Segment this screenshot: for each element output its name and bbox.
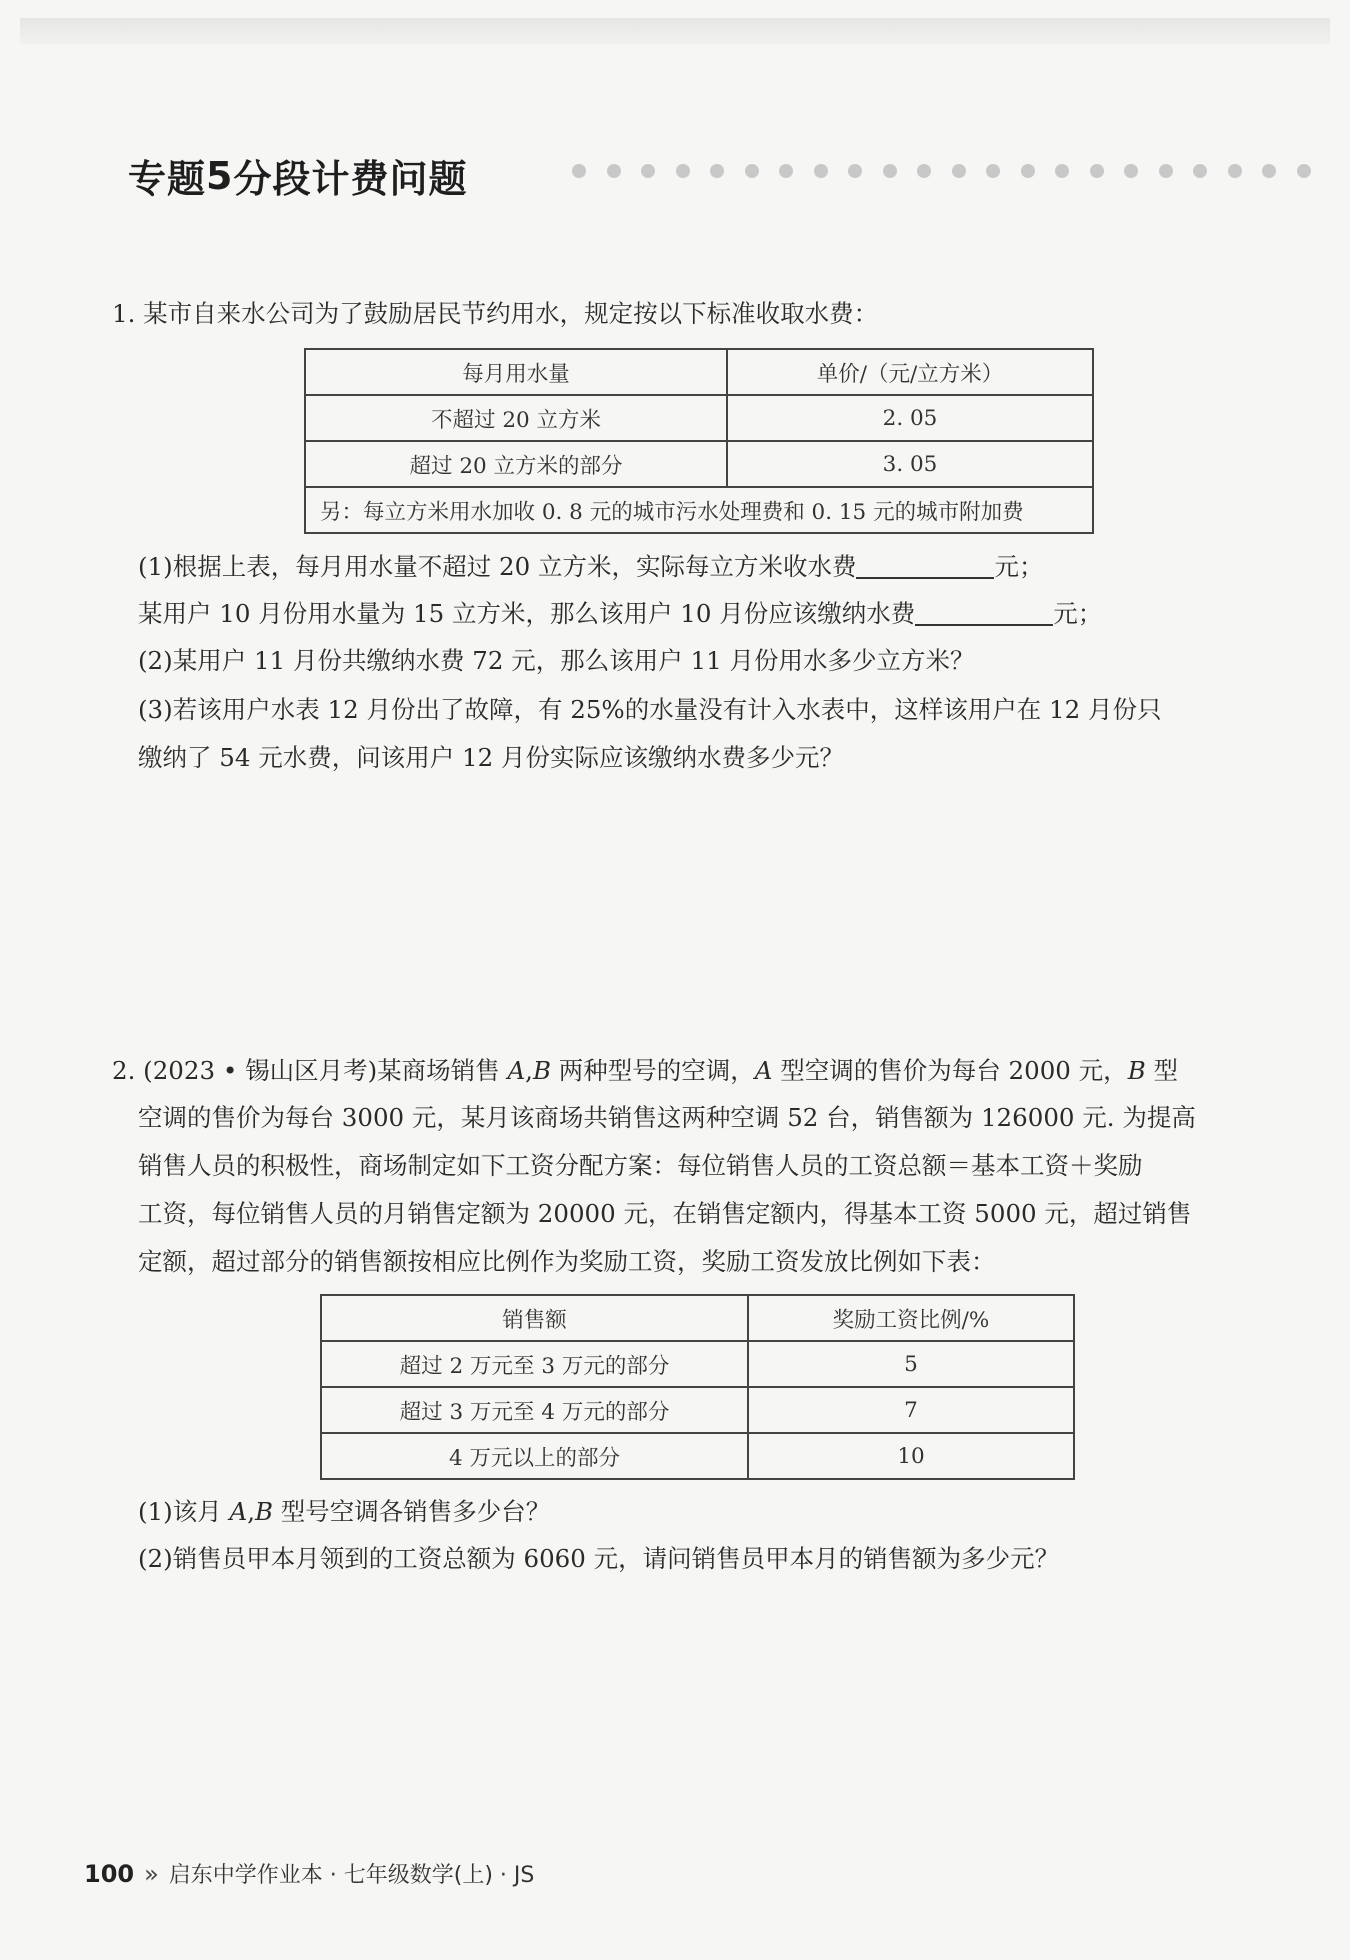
footer-book-title: 启东中学作业本 · 七年级数学(上) · JS (168, 1863, 535, 1888)
leader-dot (814, 164, 828, 178)
table-cell: 超过 2 万元至 3 万元的部分 (321, 1341, 748, 1387)
leader-dot (572, 164, 586, 178)
leader-dot (1159, 164, 1173, 178)
table-row (321, 1341, 1074, 1387)
leader-dot (779, 164, 793, 178)
var-b: B (1127, 1056, 1146, 1085)
table-cell: 4 万元以上的部分 (321, 1433, 748, 1479)
chevron-right-icon: » (144, 1859, 159, 1888)
table-cell: 超过 3 万元至 4 万元的部分 (321, 1387, 748, 1433)
q2-part2: (2)销售员甲本月领到的工资总额为 6060 元，请问销售员甲本月的销售额为多少元？ (138, 1544, 1060, 1573)
table-row (305, 395, 1093, 441)
q2-line1-text: 型 (1145, 1056, 1178, 1085)
q1-part1b-text: 某用户 10 月份用水量为 15 立方米，那么该用户 10 月份应该缴纳水费 (138, 599, 916, 628)
q1-part1a-text: (1)根据上表，每月用水量不超过 20 立方米，实际每立方米收水费 (138, 552, 857, 581)
leader-dot (917, 164, 931, 178)
title-main: 分段计费问题 (233, 157, 468, 201)
leader-dot (1090, 164, 1104, 178)
title-prefix: 专题 (128, 157, 207, 201)
top-scan-band (20, 18, 1330, 44)
var-b: B (255, 1497, 274, 1526)
comma: , (247, 1497, 255, 1526)
q2-line1 (112, 1047, 1178, 1094)
leader-dot (641, 164, 655, 178)
q2-line1-text: 两种型号的空调， (550, 1056, 755, 1085)
water-price-table (304, 348, 1094, 534)
answer-blank[interactable] (856, 547, 994, 579)
q2-line1-text: 型空调的售价为每台 2000 元， (772, 1056, 1128, 1085)
title-number: 5 (206, 153, 234, 198)
table-cell: 10 (748, 1433, 1074, 1479)
table-row (305, 487, 1093, 533)
table-cell: 超过 20 立方米的部分 (305, 441, 727, 487)
title-dot-leader (572, 164, 1331, 178)
table-cell: 5 (748, 1341, 1074, 1387)
leader-dot (607, 164, 621, 178)
leader-dot (1124, 164, 1138, 178)
section-title (128, 148, 467, 203)
var-a: A (507, 1056, 526, 1085)
q2-line2: 空调的售价为每台 3000 元，某月该商场共销售这两种空调 52 台，销售额为 126000 元. 为提高 (138, 1103, 1196, 1132)
leader-dot (676, 164, 690, 178)
q2-line5: 定额，超过部分的销售额按相应比例作为奖励工资，奖励工资发放比例如下表： (138, 1247, 996, 1276)
leader-dot (848, 164, 862, 178)
q2-line3: 销售人员的积极性，商场制定如下工资分配方案：每位销售人员的工资总额＝基本工资＋奖励 (138, 1151, 1143, 1180)
table-note: 另：每立方米用水加收 0. 8 元的城市污水处理费和 0. 15 元的城市附加费 (305, 487, 1093, 533)
table-cell: 3. 05 (727, 441, 1093, 487)
table-header-row (305, 349, 1093, 395)
answer-blank[interactable] (915, 594, 1053, 626)
q1-part2: (2)某用户 11 月份共缴纳水费 72 元，那么该用户 11 月份用水多少立方米？ (138, 646, 975, 675)
table-cell: 7 (748, 1387, 1074, 1433)
comma: , (525, 1056, 533, 1085)
table-header-cell: 单价/（元/立方米） (727, 349, 1093, 395)
leader-dot (1193, 164, 1207, 178)
page-number: 100 (84, 1859, 135, 1888)
q2-line4: 工资，每位销售人员的月销售定额为 20000 元，在销售定额内，得基本工资 5000 元，超过销售 (138, 1199, 1192, 1228)
var-b: B (532, 1056, 551, 1085)
q2-part1 (138, 1488, 550, 1535)
table-header-row (321, 1295, 1074, 1341)
q1-part1a-unit: 元； (994, 552, 1044, 581)
q1-part1b (138, 590, 1102, 637)
page-footer (84, 1858, 534, 1889)
leader-dot (1021, 164, 1035, 178)
table-header-cell: 奖励工资比例/% (748, 1295, 1074, 1341)
var-a: A (754, 1056, 773, 1085)
q1-part1b-unit: 元； (1053, 599, 1103, 628)
table-header-cell: 销售额 (321, 1295, 748, 1341)
var-a: A (229, 1497, 248, 1526)
q2-line1-text: 2. (2023 • 锡山区月考)某商场销售 (112, 1056, 508, 1085)
q1-part1a (138, 543, 1043, 590)
q2-part1-text: 型号空调各销售多少台？ (273, 1497, 551, 1526)
q1-intro: 1. 某市自来水公司为了鼓励居民节约用水，规定按以下标准收取水费： (112, 299, 879, 328)
commission-table (320, 1294, 1075, 1480)
leader-dot (883, 164, 897, 178)
table-cell: 2. 05 (727, 395, 1093, 441)
leader-dot (1262, 164, 1276, 178)
leader-dot (952, 164, 966, 178)
table-cell: 不超过 20 立方米 (305, 395, 727, 441)
leader-dot (1055, 164, 1069, 178)
table-row (321, 1433, 1074, 1479)
table-row (305, 441, 1093, 487)
leader-dot (986, 164, 1000, 178)
q2-part1-text: (1)该月 (138, 1497, 230, 1526)
leader-dot (745, 164, 759, 178)
leader-dot (1297, 164, 1311, 178)
q1-part3-line1: (3)若该用户水表 12 月份出了故障，有 25%的水量没有计入水表中，这样该用户在 12 月份只 (138, 695, 1162, 724)
leader-dot (710, 164, 724, 178)
table-header-cell: 每月用水量 (305, 349, 727, 395)
q1-part3-line2: 缴纳了 54 元水费，问该用户 12 月份实际应该缴纳水费多少元？ (138, 743, 844, 772)
table-row (321, 1387, 1074, 1433)
leader-dot (1228, 164, 1242, 178)
